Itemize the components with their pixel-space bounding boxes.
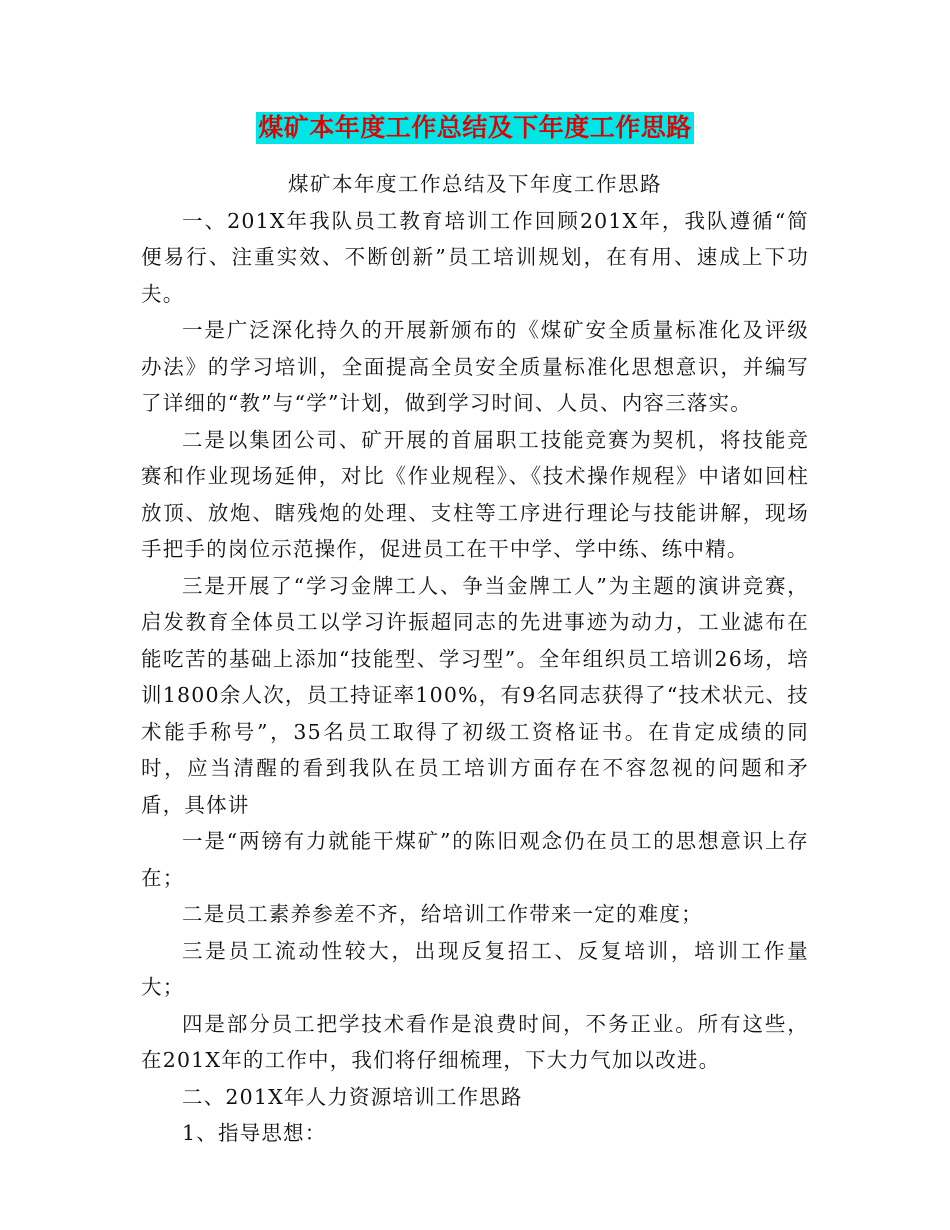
title-container: [0, 112, 950, 144]
paragraph: 三是开展了“学习金牌工人、争当金牌工人”为主题的演讲竞赛，启发教育全体员工以学习许振超同志的先进事迹为动力，工业滤布在能吃苦的基础上添加“技能型、学习型”。全年组织员工培训26场，培训1800余人次，员工持证率100%，有9名同志获得了“技术状元、技术能手称号”，35名员工取得了初级工资格证书。在肯定成绩的同时，应当清醒的看到我队在员工培训方面存在不容忽视的问题和矛盾，具体讲: [141, 573, 809, 817]
paragraph: 三是员工流动性较大，出现反复招工、反复培训，培训工作量大；: [141, 938, 809, 999]
paragraph: 一是广泛深化持久的开展新颁布的《煤矿安全质量标准化及评级办法》的学习培训，全面提高全员安全质量标准化思想意识，并编写了详细的“教”与“学”计划，做到学习时间、人员、内容三落实。: [141, 318, 809, 415]
paragraph: 二是员工素养参差不齐，给培训工作带来一定的难度；: [182, 902, 703, 926]
sub-heading: 1、指导思想：: [182, 1121, 327, 1145]
paragraph: 二是以集团公司、矿开展的首届职工技能竞赛为契机，将技能竞赛和作业现场延伸，对比《作业规程》、《技术操作规程》中诸如回柱放顶、放炮、瞎残炮的处理、支柱等工序进行理论与技能讲解，现场手把手的岗位示范操作，促进员工在干中学、学中练、练中精。: [141, 427, 809, 561]
section-heading: 二、201X年人力资源培训工作思路: [182, 1084, 523, 1109]
paragraph: 一是“两镑有力就能干煤矿”的陈旧观念仍在员工的思想意识上存在；: [141, 829, 809, 890]
paragraph: 四是部分员工把学技术看作是浪费时间，不务正业。所有这些，在201X年的工作中，我们将仔细梳理，下大力气加以改进。: [141, 1011, 809, 1072]
document-subtitle: 煤矿本年度工作总结及下年度工作思路: [288, 172, 662, 196]
paragraph: 一、201X年我队员工教育培训工作回顾201X年，我队遵循“简便易行、注重实效、不断创新”员工培训规划，在有用、速成上下功夫。: [141, 208, 809, 306]
document-title: 煤矿本年度工作总结及下年度工作思路: [258, 113, 692, 142]
document-body: [141, 166, 809, 1152]
